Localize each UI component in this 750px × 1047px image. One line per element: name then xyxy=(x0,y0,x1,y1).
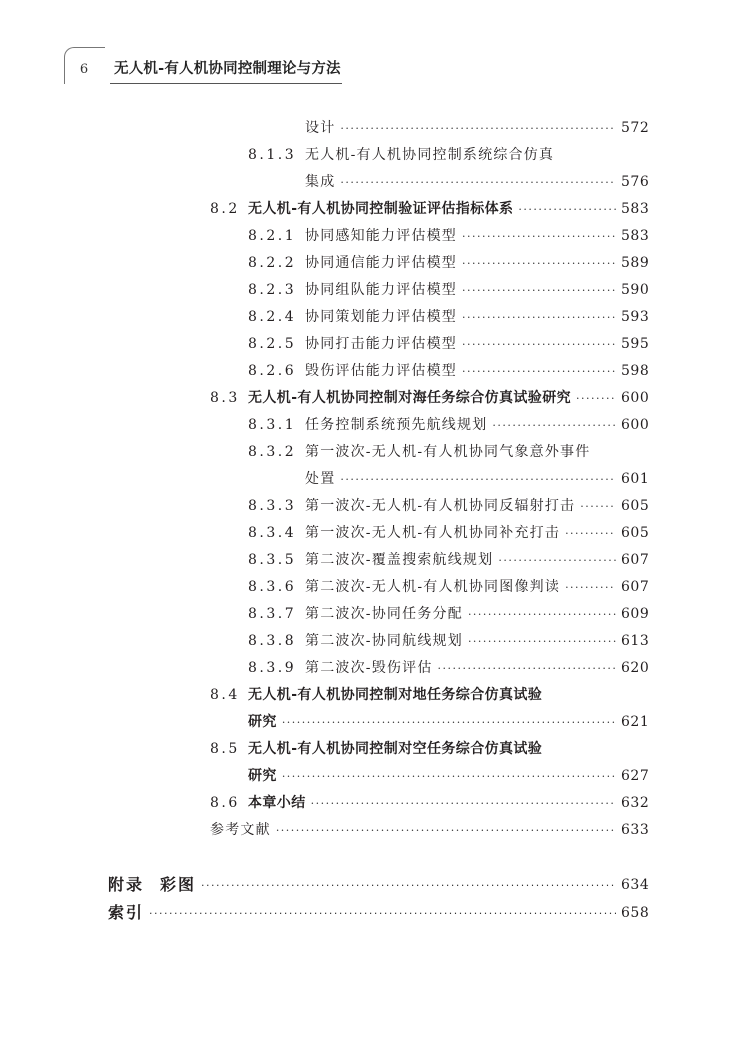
dot-leader xyxy=(462,280,616,302)
toc-entry-page: 576 xyxy=(621,174,650,190)
toc-entry-number: 8.1.3 xyxy=(248,147,297,163)
dot-leader xyxy=(149,903,616,925)
toc-entry[interactable] xyxy=(248,576,650,598)
toc-entry-page: 607 xyxy=(621,552,650,568)
toc-entry-title: 参考文献 xyxy=(210,822,271,838)
page-number: 6 xyxy=(79,62,89,77)
dot-leader xyxy=(462,334,616,356)
dot-leader xyxy=(438,658,616,680)
dot-leader xyxy=(565,577,616,599)
dot-leader xyxy=(311,793,616,815)
toc-entry-title: 无人机-有人机协同控制对地任务综合仿真试验 xyxy=(248,687,543,703)
toc-entry-number: 8.2 xyxy=(210,201,240,217)
toc-entry-title: 协同感知能力评估模型 xyxy=(305,228,457,244)
toc-entry-page: 632 xyxy=(621,795,650,811)
toc-entry-number: 8.3.5 xyxy=(248,552,297,568)
toc-entry-title: 设计 xyxy=(305,120,336,136)
toc-entry-page: 634 xyxy=(621,877,650,893)
dot-leader xyxy=(468,631,616,653)
dot-leader xyxy=(276,820,616,842)
dot-leader xyxy=(201,875,616,897)
toc-entry[interactable] xyxy=(248,441,590,463)
toc-entry-title: 索引 xyxy=(108,903,145,922)
toc-entry-page: 572 xyxy=(621,120,650,136)
dot-leader xyxy=(518,199,616,221)
toc-entry-number: 8.2.1 xyxy=(248,228,297,244)
toc-entry-number: 8.3.3 xyxy=(248,498,297,514)
toc-entry-number: 8.5 xyxy=(210,741,240,757)
dot-leader xyxy=(492,415,616,437)
toc-entry[interactable] xyxy=(305,171,650,193)
toc-entry-section[interactable] xyxy=(248,765,650,787)
toc-entry-page: 598 xyxy=(621,363,650,379)
toc-entry-page: 627 xyxy=(621,768,650,784)
toc-entry-title: 无人机-有人机协同控制验证评估指标体系 xyxy=(248,201,514,217)
dot-leader xyxy=(580,496,616,518)
toc-entry-page: 601 xyxy=(621,471,650,487)
toc-entry-title: 第二波次-无人机-有人机协同图像判读 xyxy=(305,579,561,595)
toc-entry-page: 589 xyxy=(621,255,650,271)
toc-entry-title: 第二波次-覆盖搜索航线规划 xyxy=(305,552,494,568)
toc-entry-page: 620 xyxy=(621,660,650,676)
toc-entry-title: 协同策划能力评估模型 xyxy=(305,309,457,325)
toc-entry-title: 无人机-有人机协同控制系统综合仿真 xyxy=(305,147,555,163)
toc-entry-page: 658 xyxy=(621,905,650,921)
toc-entry-title: 第二波次-协同任务分配 xyxy=(305,606,463,622)
toc-entry-number: 8.2.4 xyxy=(248,309,297,325)
toc-entry[interactable] xyxy=(248,225,650,247)
toc-entry-number: 8.2.6 xyxy=(248,363,297,379)
toc-entry-number: 8.3.6 xyxy=(248,579,297,595)
toc-entry-title: 处置 xyxy=(305,471,336,487)
toc-entry-title: 无人机-有人机协同控制对空任务综合仿真试验 xyxy=(248,741,543,757)
toc-entry[interactable] xyxy=(305,468,650,490)
toc-entry[interactable] xyxy=(248,522,650,544)
toc-entry-page: 613 xyxy=(621,633,650,649)
toc-entry-section[interactable] xyxy=(210,684,542,706)
toc-entry-index[interactable] xyxy=(108,902,650,924)
toc-entry-number: 8.3.1 xyxy=(248,417,297,433)
toc-entry-title: 协同组队能力评估模型 xyxy=(305,282,457,298)
toc-entry-page: 605 xyxy=(621,498,650,514)
dot-leader xyxy=(468,604,616,626)
toc-entry[interactable] xyxy=(305,117,650,139)
toc-entry[interactable] xyxy=(248,414,650,436)
toc-entry-title: 第二波次-毁伤评估 xyxy=(305,660,433,676)
toc-entry-page: 600 xyxy=(621,390,650,406)
toc-entry-title: 集成 xyxy=(305,174,336,190)
toc-entry-number: 8.3.2 xyxy=(248,444,297,460)
toc-entry-page: 633 xyxy=(621,822,650,838)
toc-entry-number: 8.3.7 xyxy=(248,606,297,622)
toc-entry-page: 593 xyxy=(621,309,650,325)
toc-entry-section[interactable] xyxy=(210,198,650,220)
toc-entry[interactable] xyxy=(248,360,650,382)
dot-leader xyxy=(462,226,616,248)
dot-leader xyxy=(340,469,616,491)
toc-entry-page: 595 xyxy=(621,336,650,352)
toc-entry-title: 研究 xyxy=(248,768,277,784)
toc-entry-page: 621 xyxy=(621,714,650,730)
toc-entry[interactable] xyxy=(248,603,650,625)
toc-entry[interactable] xyxy=(248,306,650,328)
toc-entry[interactable] xyxy=(248,279,650,301)
toc-entry-title: 彩图 xyxy=(160,875,197,894)
toc-entry[interactable] xyxy=(248,333,650,355)
toc-entry-number: 8.6 xyxy=(210,795,240,811)
toc-entry-title: 第一波次-无人机-有人机协同反辐射打击 xyxy=(305,498,576,514)
toc-entry-number: 8.2.5 xyxy=(248,336,297,352)
toc-entry-title: 第二波次-协同航线规划 xyxy=(305,633,463,649)
toc-entry-title: 任务控制系统预先航线规划 xyxy=(305,417,488,433)
toc-entry[interactable] xyxy=(248,657,650,679)
toc-entry[interactable] xyxy=(248,630,650,652)
toc-entry-page: 583 xyxy=(621,228,650,244)
toc-entry[interactable] xyxy=(248,495,650,517)
dot-leader xyxy=(282,766,616,788)
dot-leader xyxy=(282,712,616,734)
toc-entry[interactable] xyxy=(248,549,650,571)
toc-entry-number: 8.3.4 xyxy=(248,525,297,541)
toc-entry-title: 协同通信能力评估模型 xyxy=(305,255,457,271)
toc-entry-number: 8.3 xyxy=(210,390,240,406)
toc-entry-page: 607 xyxy=(621,579,650,595)
toc-entry-references[interactable] xyxy=(210,819,650,841)
toc-entry[interactable] xyxy=(248,144,554,166)
toc-entry-number: 8.3.8 xyxy=(248,633,297,649)
toc-entry-number: 8.2.3 xyxy=(248,282,297,298)
dot-leader xyxy=(565,523,616,545)
toc-entry-number: 8.3.9 xyxy=(248,660,297,676)
dot-leader xyxy=(462,253,616,275)
toc-entry-section[interactable] xyxy=(248,711,650,733)
dot-leader xyxy=(498,550,616,572)
dot-leader xyxy=(576,388,616,410)
toc-entry-page: 609 xyxy=(621,606,650,622)
toc-entry-title: 研究 xyxy=(248,714,277,730)
toc-entry-title: 第一波次-无人机-有人机协同补充打击 xyxy=(305,525,561,541)
dot-leader xyxy=(340,118,616,140)
toc-entry-section[interactable] xyxy=(210,792,650,814)
toc-entry-title: 第一波次-无人机-有人机协同气象意外事件 xyxy=(305,444,591,460)
toc-entry-page: 590 xyxy=(621,282,650,298)
toc-entry-title: 毁伤评估能力评估模型 xyxy=(305,363,457,379)
toc-entry-section[interactable] xyxy=(210,738,542,760)
toc-entry-appendix[interactable] xyxy=(108,874,650,896)
toc-entry-title: 本章小结 xyxy=(248,795,306,811)
dot-leader xyxy=(462,307,616,329)
toc-entry-title: 无人机-有人机协同控制对海任务综合仿真试验研究 xyxy=(248,390,572,406)
dot-leader xyxy=(462,361,616,383)
toc-entry-page: 583 xyxy=(621,201,650,217)
toc-entry-title: 协同打击能力评估模型 xyxy=(305,336,457,352)
running-header-title: 无人机-有人机协同控制理论与方法 xyxy=(114,61,341,77)
toc-entry-number: 8.2.2 xyxy=(248,255,297,271)
toc-entry-number: 8.4 xyxy=(210,687,240,703)
toc-entry[interactable] xyxy=(248,252,650,274)
toc-entry-number: 附录 xyxy=(108,875,145,894)
toc-entry-section[interactable] xyxy=(210,387,650,409)
toc-entry-page: 600 xyxy=(621,417,650,433)
dot-leader xyxy=(340,172,616,194)
toc-entry-page: 605 xyxy=(621,525,650,541)
